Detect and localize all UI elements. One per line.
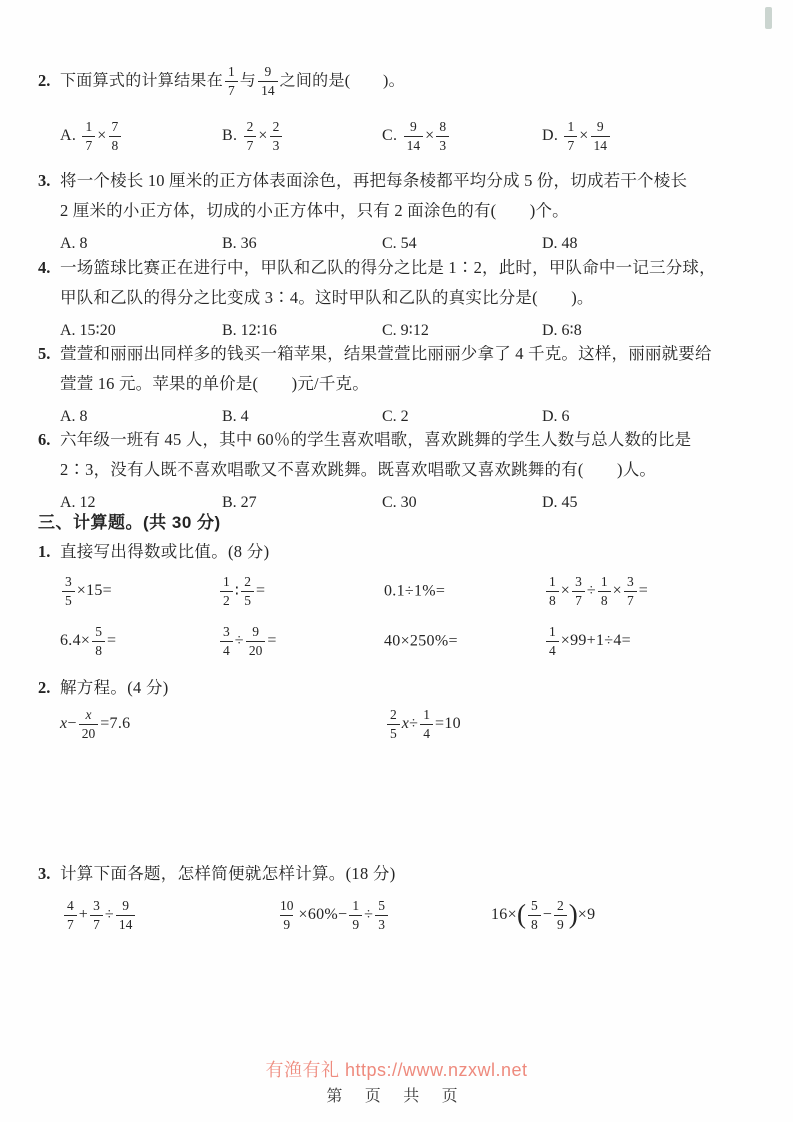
option-c: C. 54 bbox=[382, 235, 417, 252]
sub-question-number: 1. bbox=[38, 542, 51, 561]
section-3-title: 三、计算题。(共 30 分) bbox=[38, 513, 221, 532]
question-number: 6. bbox=[38, 430, 51, 449]
question-stem bbox=[60, 425, 741, 484]
question-stem bbox=[60, 339, 741, 398]
option-a: A. $\frac{1}{7}$ × $\frac{7}{8}$ bbox=[60, 119, 222, 153]
option-d: D. 6∶8 bbox=[542, 322, 582, 339]
simplify-expression-2: $\frac{10}{9}$ ×60%− $\frac{1}{9}$ ÷ $\frac{5}{3}$ bbox=[275, 898, 491, 932]
question-number: 5. bbox=[38, 344, 51, 363]
sub-question-number: 3. bbox=[38, 864, 51, 883]
sub-question-text: 计算下面各题，怎样简便就怎样计算。(18 分) bbox=[60, 864, 396, 883]
option-d: D. 45 bbox=[542, 494, 578, 511]
question-stem bbox=[60, 253, 741, 312]
stem-line: 萱萱和丽丽出同样多的钱买一箱苹果，结果萱萱比丽丽少拿了 4 千克。这样，丽丽就要给 bbox=[60, 344, 712, 363]
question-number: 3. bbox=[38, 171, 51, 190]
stem-line: 将一个棱长 10 厘米的正方体表面涂色，再把每条棱都平均分成 5 份，切成若干个棱长 bbox=[60, 171, 688, 190]
question-6 bbox=[38, 425, 741, 517]
option-a: A. 12 bbox=[60, 494, 96, 511]
calc-expression: $\frac{1}{4}$ ×99+1÷4= bbox=[544, 624, 765, 658]
equation-2: $\frac{2}{5}$ x÷ $\frac{1}{4}$ =10 bbox=[385, 707, 765, 741]
question-number: 4. bbox=[38, 258, 51, 277]
option-d: D. $\frac{1}{7}$ × $\frac{9}{14}$ bbox=[542, 119, 741, 153]
sub-question-number: 2. bbox=[38, 678, 51, 697]
equations-row bbox=[60, 702, 765, 746]
footer-watermark: 有渔有礼 https://www.nzxwl.net bbox=[265, 1060, 528, 1080]
option-c: C. $\frac{9}{14}$ × $\frac{8}{3}$ bbox=[382, 119, 542, 153]
calc-row-1 bbox=[60, 570, 765, 612]
equation-1: x− $\frac{x}{20}$ =7.6 bbox=[60, 707, 131, 741]
question-5 bbox=[38, 339, 741, 431]
question-number: 2. bbox=[38, 71, 51, 90]
simplify-expression-1: $\frac{4}{7}$ + $\frac{3}{7}$ ÷ $\frac{9}{14}$ bbox=[62, 898, 275, 932]
option-d: D. 6 bbox=[542, 408, 570, 425]
question-stem: 下面算式的计算结果在 $\frac{1}{7}$ 与 $\frac{9}{14}$ 之间的是( )。 bbox=[60, 64, 405, 98]
simplify-row bbox=[62, 892, 765, 938]
simplify-expression-3: 16×( $\frac{5}{8}$ − $\frac{2}{9}$ )×9 bbox=[491, 898, 596, 932]
stem-line: 2∶3，没有人既不喜欢唱歌又不喜欢跳舞。既喜欢唱歌又喜欢跳舞的有( )人。 bbox=[60, 459, 657, 479]
simplify-label bbox=[38, 862, 396, 886]
option-b: B. $\frac{2}{7}$ × $\frac{2}{3}$ bbox=[222, 119, 382, 153]
stem-line: 甲队和乙队的得分之比变成 3∶4。这时甲队和乙队的真实比分是( )。 bbox=[60, 287, 594, 307]
stem-line: 六年级一班有 45 人，其中 60％的学生喜欢唱歌，喜欢跳舞的学生人数与总人数的比是 bbox=[60, 430, 692, 449]
question-4 bbox=[38, 253, 741, 345]
stem-line: 萱萱 16 元。苹果的单价是( )元/千克。 bbox=[60, 373, 369, 393]
sub-question-text: 解方程。(4 分) bbox=[60, 678, 169, 697]
question-stem bbox=[60, 166, 741, 225]
option-a: A. 8 bbox=[60, 408, 88, 425]
question-2 bbox=[38, 58, 741, 156]
calc-row-2 bbox=[60, 620, 765, 662]
calc-expression: $\frac{1}{8}$ × $\frac{3}{7}$ ÷ $\frac{1}{8}$ × $\frac{3}{7}$ = bbox=[544, 574, 765, 608]
option-b: B. 4 bbox=[222, 408, 249, 425]
option-a: A. 8 bbox=[60, 235, 88, 252]
calc-expression: 6.4× $\frac{5}{8}$ = bbox=[60, 624, 117, 658]
option-a: A. 15∶20 bbox=[60, 322, 116, 339]
option-c: C. 30 bbox=[382, 494, 417, 511]
option-b: B. 12∶16 bbox=[222, 322, 277, 339]
scan-artifact bbox=[765, 7, 772, 29]
option-d: D. 48 bbox=[542, 235, 578, 252]
sub-question-text: 直接写出得数或比值。(8 分) bbox=[60, 542, 270, 561]
calc-label bbox=[38, 540, 269, 564]
calc-expression: 40×250%= bbox=[384, 632, 458, 650]
stem-line: 一场篮球比赛正在进行中，甲队和乙队的得分之比是 1∶2，此时，甲队命中一记三分球， bbox=[60, 258, 716, 277]
question-3 bbox=[38, 166, 741, 258]
calc-expression: $\frac{3}{5}$ ×15= bbox=[60, 574, 218, 608]
solve-label bbox=[38, 676, 169, 700]
options-row bbox=[60, 116, 741, 156]
option-c: C. 9∶12 bbox=[382, 322, 429, 339]
calc-expression: $\frac{1}{2}$ ∶ $\frac{2}{5}$ = bbox=[218, 574, 384, 608]
stem-line: 2 厘米的小正方体，切成的小正方体中，只有 2 面涂色的有( )个。 bbox=[60, 200, 569, 220]
calc-expression: 0.1÷1%= bbox=[384, 582, 446, 600]
footer-page-label: 第 页 共 页 bbox=[326, 1088, 467, 1105]
option-b: B. 27 bbox=[222, 494, 257, 511]
calc-expression: $\frac{3}{4}$ ÷ $\frac{9}{20}$ = bbox=[218, 624, 384, 658]
option-b: B. 36 bbox=[222, 235, 257, 252]
option-c: C. 2 bbox=[382, 408, 409, 425]
